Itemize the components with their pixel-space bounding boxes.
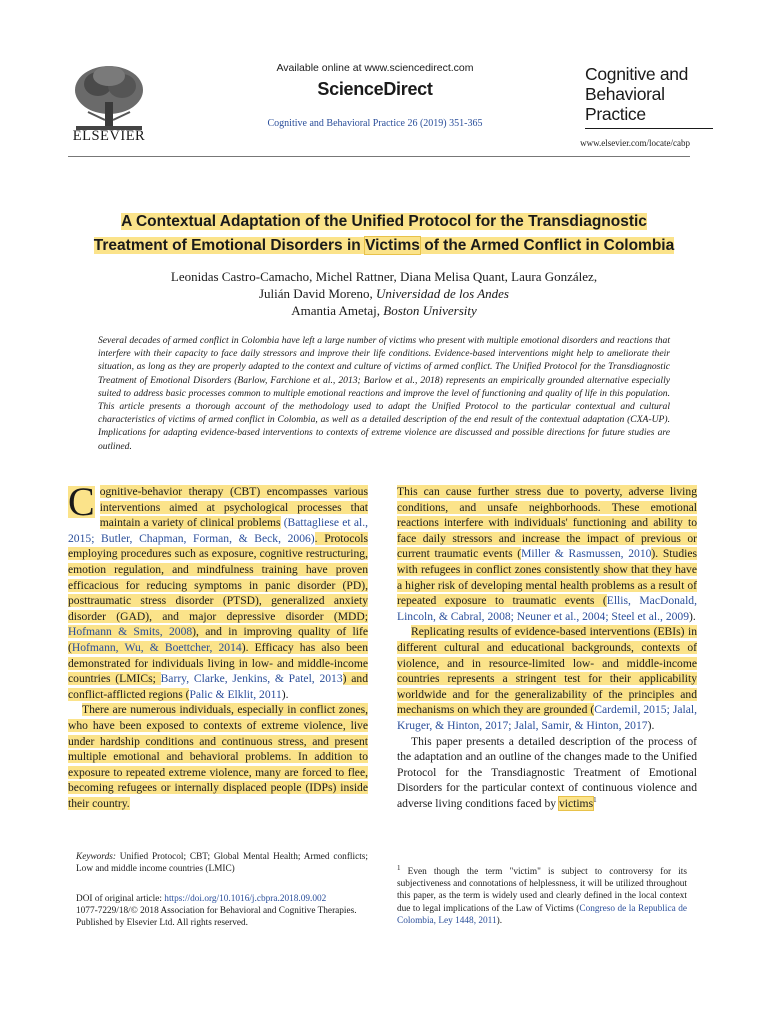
paragraph-text: There are numerous individuals, especially in conflict zones, who have been exposed to contexts of extreme violence, live under hardship conditions and continuous stress, and present multiple emotional and behavioral problems. In addition to exposure to repeated extreme violence, many are forced to flee, becoming refugees or internally displaced people (IDPs) inside their country.	[68, 703, 368, 810]
author-list	[80, 268, 688, 319]
keywords-text: Unified Protocol; CBT; Global Mental Health; Armed conflicts; Low and middle income countries (LMIC)	[76, 852, 368, 874]
footnote-text: ).	[496, 915, 503, 926]
citation-link[interactable]: Hofmann, Wu, & Boettcher, 2014	[71, 640, 242, 654]
citation-link[interactable]: Barry, Clarke, Jenkins, & Patel, 2013	[160, 672, 343, 686]
paragraph-text: ). Efficacy has also been demonstrated for individuals living in low- and middle-income countries (LMICs;	[68, 640, 368, 686]
footnote	[397, 863, 687, 927]
elsevier-wordmark: ELSEVIER	[72, 128, 146, 144]
authors-line	[80, 302, 688, 319]
body-column-left	[68, 479, 368, 811]
journal-title-line: Cognitive and	[585, 64, 689, 84]
citation-link[interactable]: Cardemil, 2015; Jalal, Kruger, & Hinton, 2017; Jalal, Samir, & Hinton, 2017	[397, 703, 697, 732]
paragraph-text: ognitive-behavior therapy (CBT) encompasses various interventions aimed at psychological processes that maintain a variety of clinical problems	[99, 485, 368, 530]
doi-block	[76, 893, 368, 929]
journal-title-line: Practice	[585, 104, 646, 124]
article-title	[60, 210, 708, 258]
doi-label: DOI of original article:	[76, 894, 165, 904]
available-online-text: Available online at www.sciencedirect.com	[276, 62, 474, 74]
citation-link[interactable]: Miller & Rasmussen, 2010	[521, 547, 652, 561]
paragraph-text: . Protocols employing procedures such as exposure, cognitive restructuring, emotion regulation, and mindfulness training have proven efficacious for reducing symptoms in panic disorder (PD), posttraumatic stress disorder (PTSD), generalized anxiety disorder (GAD), and major depressive disorder (MDD;	[68, 531, 368, 623]
copyright-text: 1077-7229/18/© 2018 Association for Behavioral and Cognitive Therapies. Published by Elsevier Ltd. All rights reserved.	[76, 906, 357, 928]
citation-link[interactable]: Congreso de la Republica de Colombia, Ley 1448, 2011	[397, 903, 687, 926]
body-column-right	[397, 484, 697, 811]
author-affiliation: Universidad de los Andes	[375, 286, 509, 301]
keywords	[76, 851, 368, 875]
drop-cap: C	[68, 479, 95, 524]
paragraph-text: ). Studies with refugees in conflict zones consistently show that they have a higher risk of developing mental health problems as a result of repeated exposure to traumatic events (	[397, 547, 698, 608]
authors-line	[80, 285, 688, 302]
title-victims-highlight: Victims	[365, 237, 420, 254]
citation-link[interactable]: Hofmann & Smits, 2008	[68, 625, 193, 639]
paragraph-text: ).	[281, 687, 289, 701]
paragraph-text: ).	[689, 609, 696, 623]
paragraph-text: This can cause further stress due to poverty, adverse living conditions, and unsafe neighborhoods. These emotional reactions interfere with individuals' functioning and ability to face daily stressors and increase the impact of previous or current traumatic events (	[397, 485, 697, 561]
journal-title	[585, 64, 715, 124]
paragraph-text: Replicating results of evidence-based interventions (EBIs) in different cultural and educational backgrounds, contexts of violence, and in resource-limited low- and middle-income countries represents a stringent test for their applicability worldwide and for the generalizability of the principles and mechanisms on which they are grounded (	[397, 625, 697, 717]
title-line-2c: of the Armed Conflict in Colombia	[419, 237, 675, 254]
victims-highlight: victims	[558, 796, 594, 810]
journal-title-line: Behavioral	[585, 84, 665, 104]
title-line-1: A Contextual Adaptation of the Unified Protocol for the Transdiagnostic	[121, 213, 647, 230]
author-name: Julián David Moreno,	[259, 286, 376, 301]
paragraph-text: This paper presents a detailed description of the process of the adaptation and an outline of the changes made to the Unified Protocol for the Transdiagnostic Treatment of Emotional Disorders for the particular context of continuous violence and adverse living conditions faced by	[397, 734, 697, 810]
elsevier-logo	[68, 62, 150, 148]
paragraph-text: ).	[647, 718, 655, 732]
body-paragraph	[68, 702, 368, 811]
citation-link[interactable]: (Battagliese et al., 2015; Butler, Chapman, Forman, & Beck, 2006)	[68, 516, 368, 545]
body-paragraph	[397, 624, 697, 733]
paragraph-text: ) and conflict-afflicted regions (	[68, 672, 368, 701]
citation-link[interactable]: Palic & Elklit, 2011	[189, 687, 282, 701]
body-paragraph	[397, 734, 697, 812]
sciencedirect-logo[interactable]: ScienceDirect	[317, 79, 433, 99]
journal-url[interactable]: www.elsevier.com/locate/cabp	[580, 138, 690, 148]
footnote-number: 1	[397, 863, 401, 872]
footnote-text: Even though the term "victim" is subject to controversy for its subjectiveness and connotations of helplessness, it will be utilized throughout this paper, as the term is widely used and clearly defined in the local context due to legal implications of the Law of Victims (	[397, 867, 687, 914]
paragraph-text: ), and in improving quality of life (	[68, 625, 368, 654]
header-divider	[68, 156, 690, 157]
doi-link[interactable]: https://doi.org/10.1016/j.cbpra.2018.09.002	[164, 894, 327, 904]
author-name: Amantia Ametaj,	[291, 303, 384, 318]
abstract: Several decades of armed conflict in Colombia have left a large number of victims who present with multiple emotional disorders and reactions that interfere with their capacity to face daily stressors and improve their life conditions. Evidence-based interventions might help to ameliorate their situation, as long as they are properly adapted to the context and culture of victims of armed conflict. The Unified Protocol for the Transdiagnostic Treatment of Emotional Disorders (Barlow, Farchione et al., 2013; Barlow et al., 2018) represents an empirically grounded alternative especially suited to address basic processes common to multiple emotional reactions and improve the level of functioning and quality of life in this population. This article presents a thorough account of the methodology used to adapt the Unified Protocol to the particular contextual and cultural characteristics of victims of armed conflict in Colombia, as well as a detailed description of the end result of the contextual adaptation (CXA-UP). Implications for adapting evidence-based interventions to contexts of extreme violence are discussed and possible directions for future studies are outlined.	[98, 335, 670, 452]
intro-paragraph	[68, 479, 368, 702]
journal-citation[interactable]: Cognitive and Behavioral Practice 26 (2019) 351-365	[267, 118, 483, 129]
author-affiliation: Boston University	[383, 303, 477, 318]
journal-title-rule	[585, 128, 713, 129]
authors-line: Leonidas Castro-Camacho, Michel Rattner, Diana Melisa Quant, Laura González,	[170, 269, 598, 284]
title-line-2a: Treatment of Emotional Disorders in	[93, 237, 366, 254]
footnote-marker[interactable]: 1	[593, 796, 597, 805]
body-paragraph	[397, 484, 697, 624]
citation-link[interactable]: Ellis, MacDonald, Lincoln, & Cabral, 2008; Neuner et al., 2004; Steel et al., 2009	[397, 594, 697, 623]
keywords-label: Keywords:	[76, 852, 116, 862]
